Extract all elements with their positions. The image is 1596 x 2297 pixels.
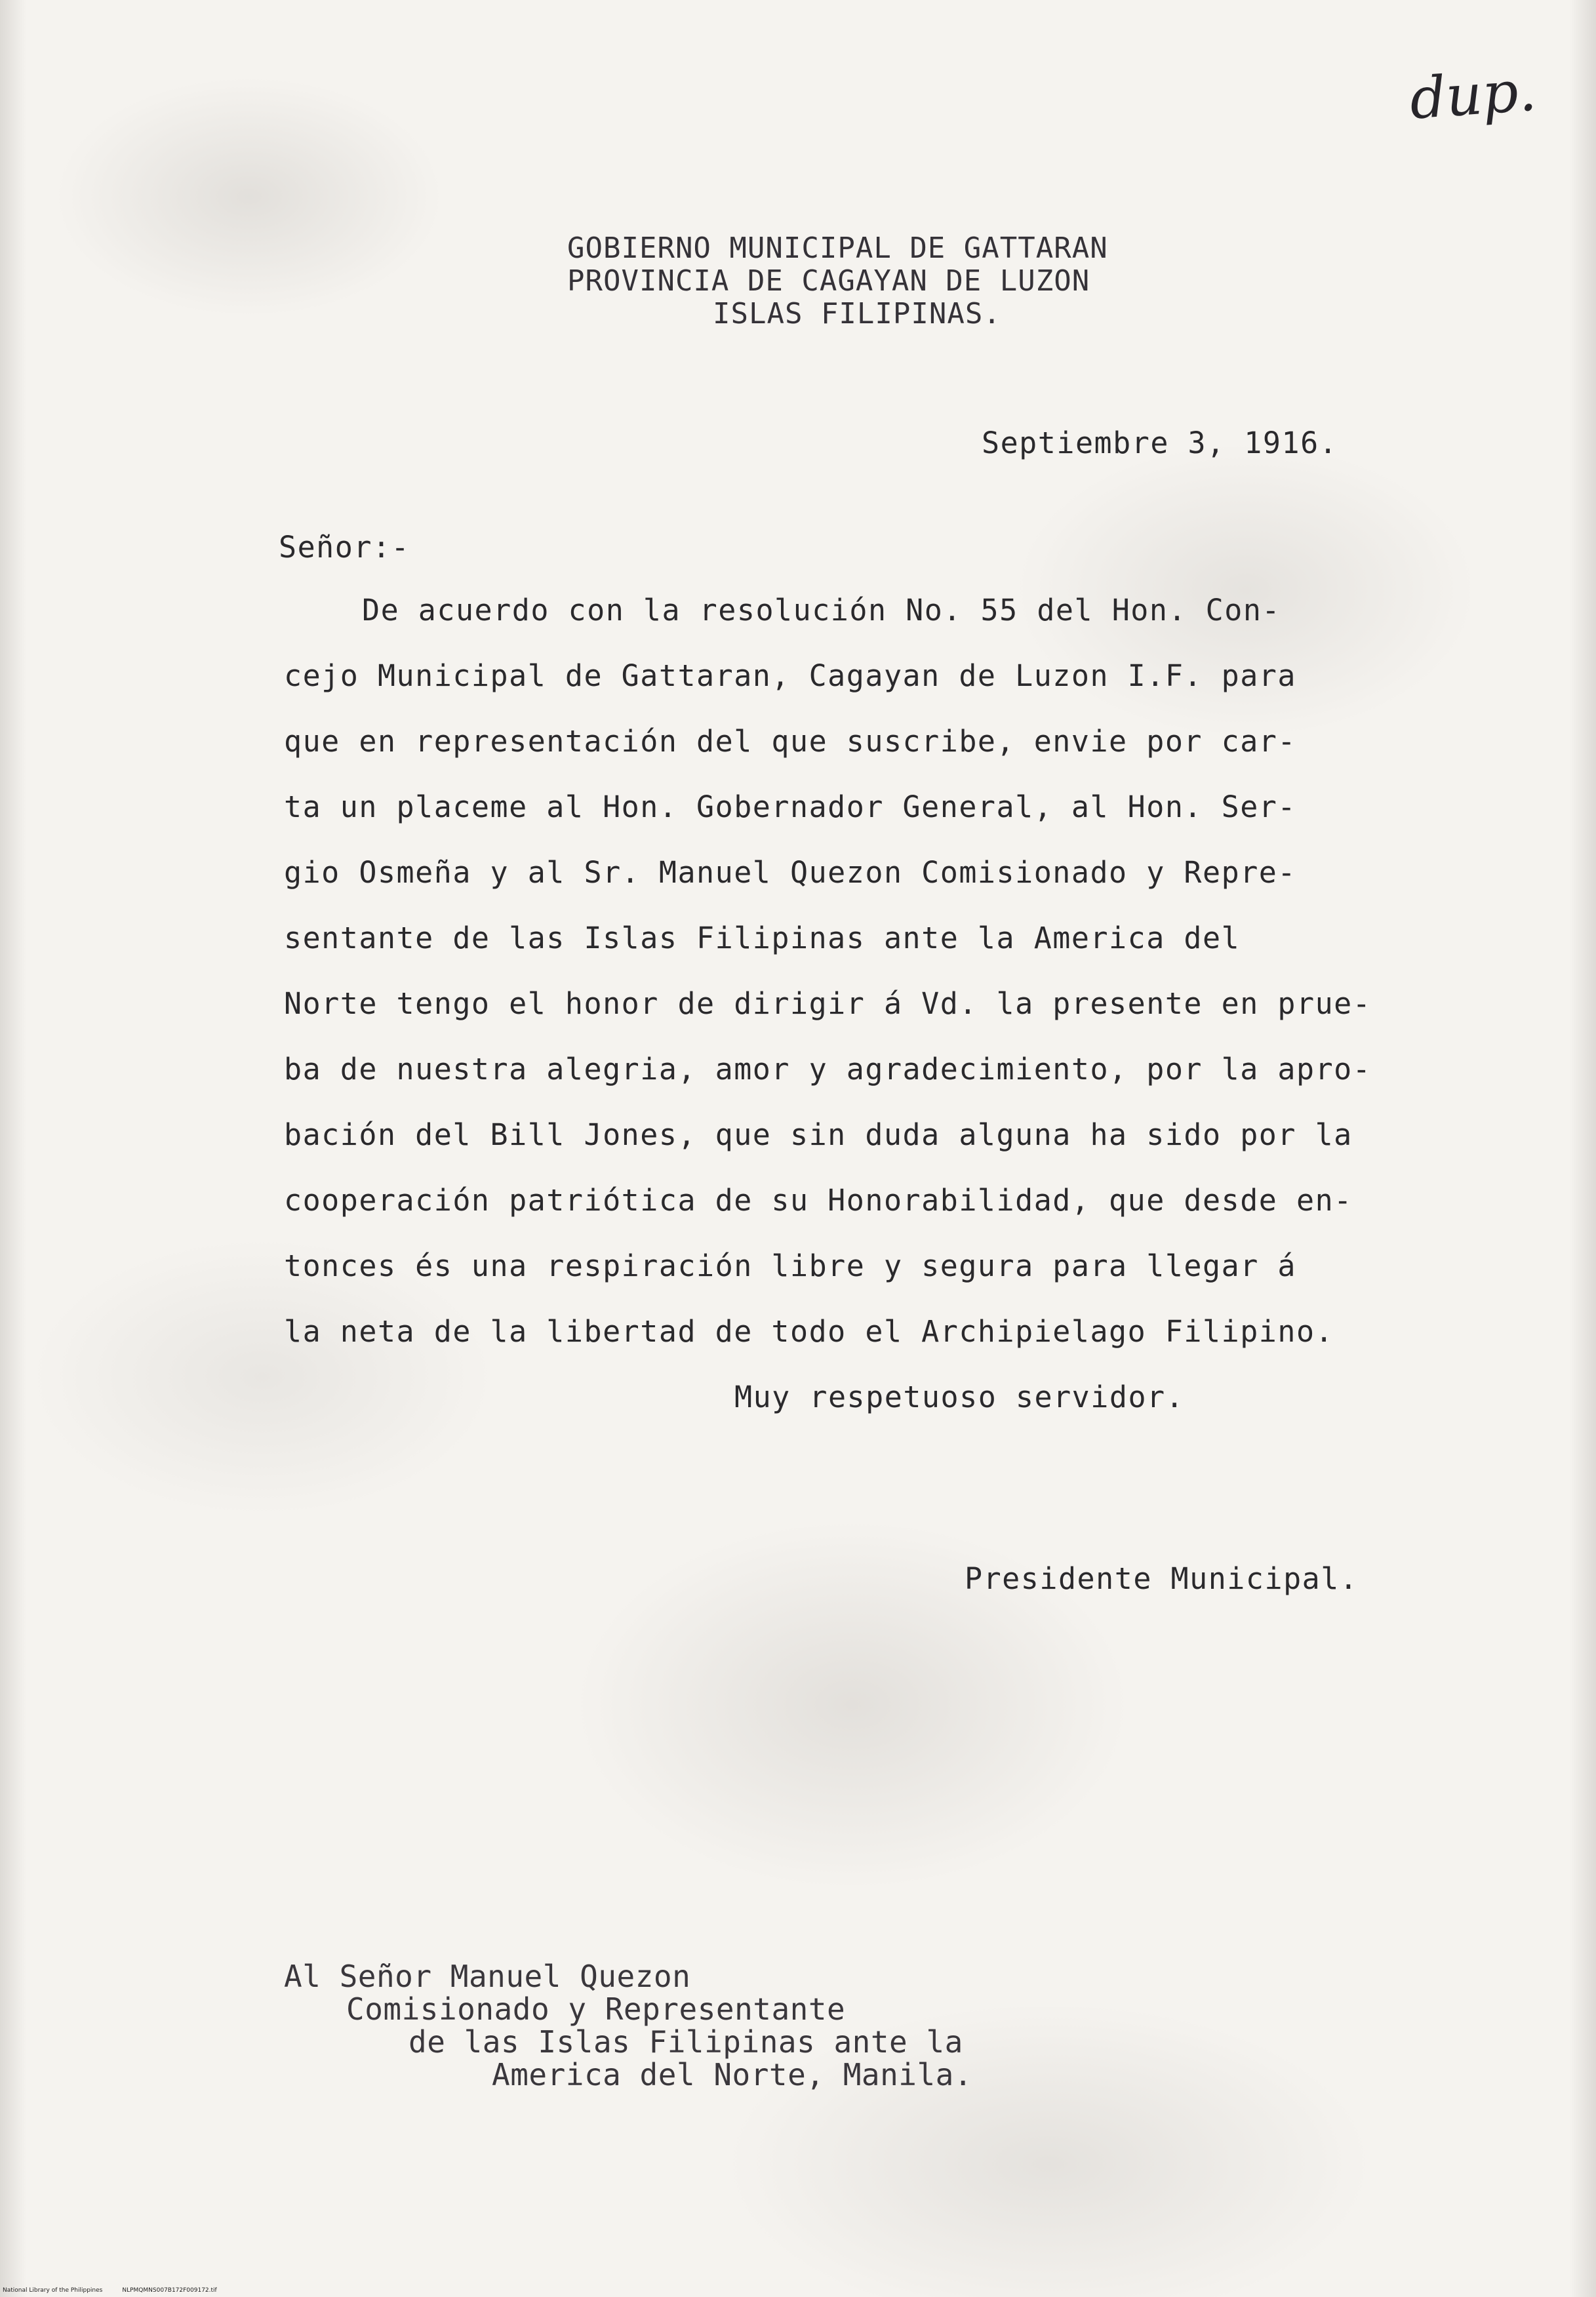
signature-title: Presidente Municipal.: [965, 1561, 1359, 1596]
body-line: sentante de las Islas Filipinas ante la America del: [284, 921, 1241, 955]
address-line: de las Islas Filipinas ante la: [409, 2024, 963, 2060]
body-line: que en representación del que suscribe, envie por car-: [284, 724, 1296, 759]
address-line: Al Señor Manuel Quezon: [284, 1959, 691, 1994]
body-line: cejo Municipal de Gattaran, Cagayan de Luzon I.F. para: [284, 658, 1296, 693]
body-line: gio Osmeña y al Sr. Manuel Quezon Comisionado y Repre-: [284, 855, 1296, 890]
footer-library: National Library of the Philippines: [3, 2287, 103, 2294]
body-line: Norte tengo el honor de dirigir á Vd. la presente en prue-: [284, 986, 1372, 1021]
address-line: Comisionado y Representante: [346, 1991, 846, 2027]
address-line: America del Norte, Manila.: [492, 2057, 973, 2092]
letterhead-line: PROVINCIA DE CAGAYAN DE LUZON: [567, 264, 1090, 298]
handwritten-annotation: dup.: [1407, 58, 1539, 132]
body-line: cooperación patriótica de su Honorabilidad, que desde en-: [284, 1183, 1353, 1218]
body-line: De acuerdo con la resolución No. 55 del Hon. Con-: [362, 593, 1281, 628]
body-line: ba de nuestra alegria, amor y agradecimiento, por la apro-: [284, 1052, 1372, 1087]
body-line: bación del Bill Jones, que sin duda alguna ha sido por la: [284, 1117, 1353, 1152]
footer-filename: NLPMQMNS007B172F009172.tif: [122, 2287, 217, 2294]
scan-footer: [3, 2288, 217, 2294]
letterhead-line: ISLAS FILIPINAS.: [713, 297, 1001, 330]
closing: Muy respetuoso servidor.: [734, 1380, 1185, 1414]
body-line: la neta de la libertad de todo el Archipielago Filipino.: [284, 1314, 1334, 1349]
body-line: tonces és una respiración libre y segura para llegar á: [284, 1248, 1296, 1283]
letterhead-line: GOBIERNO MUNICIPAL DE GATTARAN: [567, 231, 1108, 265]
salutation: Señor:-: [279, 530, 410, 565]
letter-date: Septiembre 3, 1916.: [982, 426, 1338, 460]
body-line: ta un placeme al Hon. Gobernador General, al Hon. Ser-: [284, 789, 1296, 824]
